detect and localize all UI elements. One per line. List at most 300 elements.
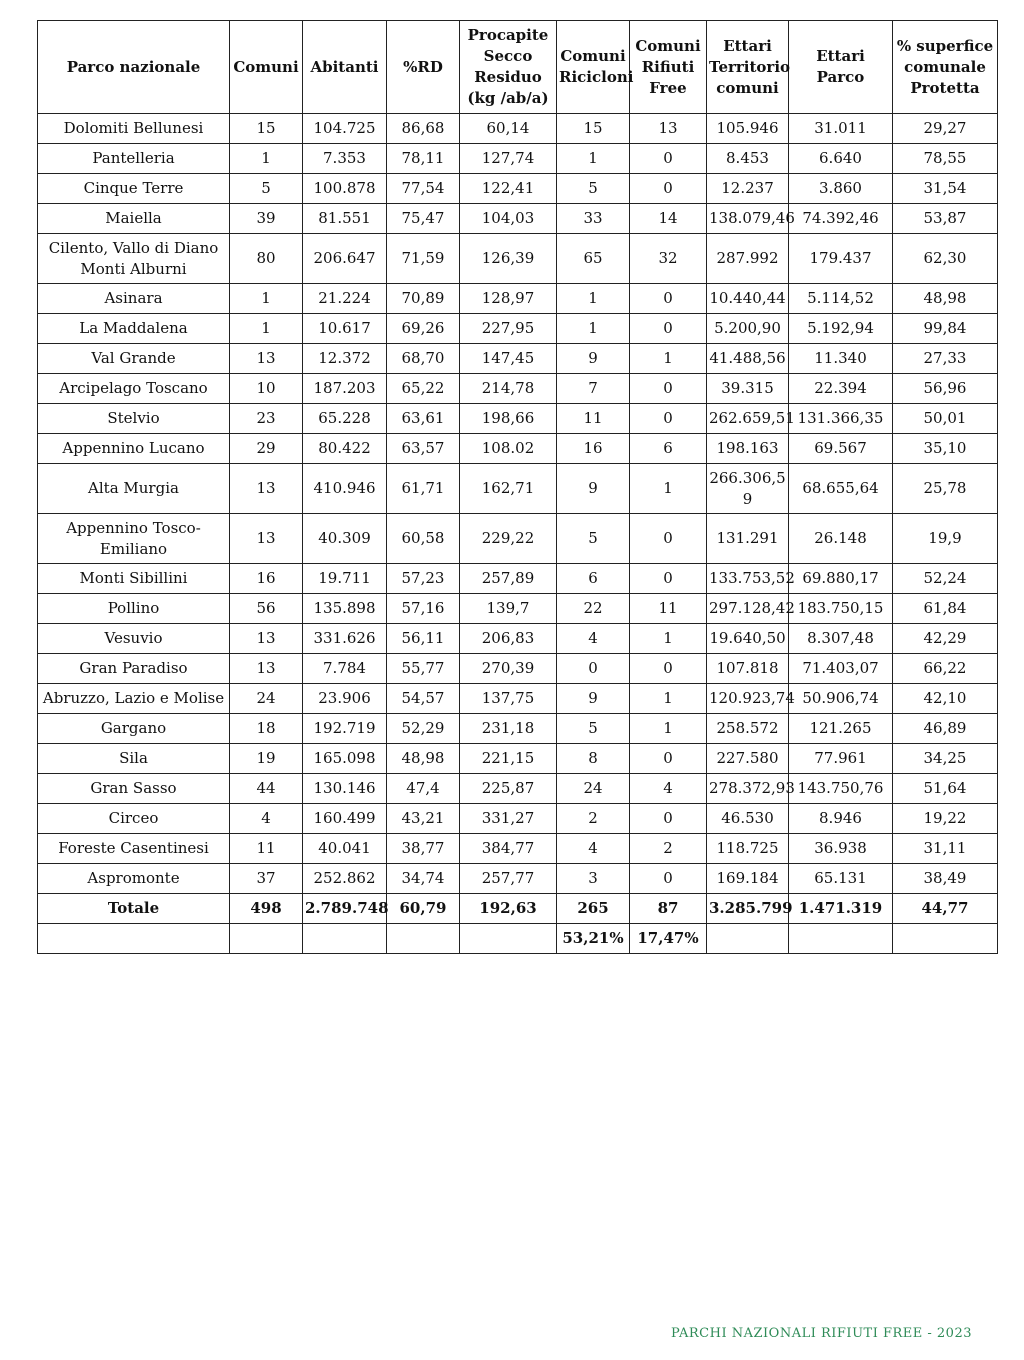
table-cell: 39 — [230, 204, 303, 234]
table-cell: 70,89 — [387, 284, 460, 314]
percentage-cell: 53,21% — [557, 924, 630, 954]
table-cell: 11 — [630, 594, 707, 624]
table-cell: 19,9 — [893, 514, 998, 564]
table-row — [38, 144, 998, 174]
table-body — [38, 114, 998, 954]
table-cell: 63,61 — [387, 404, 460, 434]
park-name-cell: Monti Sibillini — [38, 564, 230, 594]
table-cell: 78,11 — [387, 144, 460, 174]
table-cell: 143.750,76 — [789, 774, 893, 804]
table-row — [38, 434, 998, 464]
table-cell: 122,41 — [460, 174, 557, 204]
table-cell: 121.265 — [789, 714, 893, 744]
table-cell: 231,18 — [460, 714, 557, 744]
table-row — [38, 714, 998, 744]
column-header: Comuni — [230, 21, 303, 114]
table-cell: 5.192,94 — [789, 314, 893, 344]
table-cell: 62,30 — [893, 234, 998, 284]
table-cell: 24 — [557, 774, 630, 804]
table-cell: 34,25 — [893, 744, 998, 774]
total-cell: 498 — [230, 894, 303, 924]
table-row — [38, 174, 998, 204]
percentage-cell — [230, 924, 303, 954]
table-cell: 9 — [557, 684, 630, 714]
table-header-row — [38, 21, 998, 114]
table-cell: 75,47 — [387, 204, 460, 234]
park-name-cell: Appennino Lucano — [38, 434, 230, 464]
table-cell: 9 — [557, 464, 630, 514]
total-cell: 265 — [557, 894, 630, 924]
table-cell: 270,39 — [460, 654, 557, 684]
table-cell: 16 — [557, 434, 630, 464]
table-row — [38, 804, 998, 834]
percentage-cell: 17,47% — [630, 924, 707, 954]
table-cell: 50.906,74 — [789, 684, 893, 714]
table-cell: 1 — [230, 314, 303, 344]
table-cell: 0 — [630, 144, 707, 174]
total-cell: 192,63 — [460, 894, 557, 924]
table-cell: 19 — [230, 744, 303, 774]
table-cell: 46,89 — [893, 714, 998, 744]
table-cell: 77.961 — [789, 744, 893, 774]
table-cell: 65.131 — [789, 864, 893, 894]
table-cell: 147,45 — [460, 344, 557, 374]
table-cell: 8 — [557, 744, 630, 774]
table-cell: 120.923,74 — [707, 684, 789, 714]
table-cell: 53,87 — [893, 204, 998, 234]
table-cell: 198.163 — [707, 434, 789, 464]
table-cell: 74.392,46 — [789, 204, 893, 234]
table-cell: 4 — [557, 624, 630, 654]
column-header: Procapite Secco Residuo (kg /ab/a) — [460, 21, 557, 114]
percentage-row — [38, 924, 998, 954]
table-cell: 38,49 — [893, 864, 998, 894]
table-cell: 43,21 — [387, 804, 460, 834]
table-cell: 135.898 — [303, 594, 387, 624]
table-cell: 1 — [557, 284, 630, 314]
column-header: Comuni Rifiuti Free — [630, 21, 707, 114]
table-cell: 56 — [230, 594, 303, 624]
table-cell: 1 — [230, 144, 303, 174]
table-cell: 331.626 — [303, 624, 387, 654]
table-cell: 69,26 — [387, 314, 460, 344]
table-row — [38, 344, 998, 374]
table-cell: 22 — [557, 594, 630, 624]
table-cell: 1 — [630, 344, 707, 374]
table-cell: 6 — [557, 564, 630, 594]
table-cell: 40.309 — [303, 514, 387, 564]
table-cell: 24 — [230, 684, 303, 714]
park-name-cell: Gran Sasso — [38, 774, 230, 804]
table-cell: 8.946 — [789, 804, 893, 834]
table-cell: 227,95 — [460, 314, 557, 344]
table-cell: 192.719 — [303, 714, 387, 744]
column-header: Ettari Territorio comuni — [707, 21, 789, 114]
table-row — [38, 654, 998, 684]
table-cell: 107.818 — [707, 654, 789, 684]
table-cell: 11 — [557, 404, 630, 434]
table-cell: 69.880,17 — [789, 564, 893, 594]
table-cell: 0 — [630, 654, 707, 684]
table-cell: 11 — [230, 834, 303, 864]
table-cell: 69.567 — [789, 434, 893, 464]
page-footer: PARCHI NAZIONALI RIFIUTI FREE - 2023 — [670, 1326, 972, 1341]
table-row — [38, 234, 998, 284]
table-cell: 287.992 — [707, 234, 789, 284]
table-cell: 10.617 — [303, 314, 387, 344]
table-cell: 51,64 — [893, 774, 998, 804]
table-cell: 214,78 — [460, 374, 557, 404]
table-cell: 128,97 — [460, 284, 557, 314]
column-header: %RD — [387, 21, 460, 114]
table-cell: 29 — [230, 434, 303, 464]
table-cell: 266.306,5 9 — [707, 464, 789, 514]
column-header: Parco nazionale — [38, 21, 230, 114]
table-cell: 19.640,50 — [707, 624, 789, 654]
table-cell: 12.237 — [707, 174, 789, 204]
table-cell: 100.878 — [303, 174, 387, 204]
table-cell: 10 — [230, 374, 303, 404]
table-cell: 0 — [630, 174, 707, 204]
table-cell: 6.640 — [789, 144, 893, 174]
table-cell: 16 — [230, 564, 303, 594]
table-cell: 47,4 — [387, 774, 460, 804]
table-cell: 14 — [630, 204, 707, 234]
table-cell: 13 — [230, 514, 303, 564]
parks-table — [37, 20, 998, 954]
table-cell: 118.725 — [707, 834, 789, 864]
percentage-cell — [38, 924, 230, 954]
table-cell: 7.353 — [303, 144, 387, 174]
park-name-cell: Maiella — [38, 204, 230, 234]
table-cell: 126,39 — [460, 234, 557, 284]
table-cell: 0 — [630, 374, 707, 404]
table-cell: 127,74 — [460, 144, 557, 174]
table-row — [38, 404, 998, 434]
park-name-cell: Alta Murgia — [38, 464, 230, 514]
table-cell: 48,98 — [893, 284, 998, 314]
table-cell: 60,14 — [460, 114, 557, 144]
park-name-cell: Asinara — [38, 284, 230, 314]
table-cell: 7 — [557, 374, 630, 404]
table-cell: 56,96 — [893, 374, 998, 404]
table-cell: 65.228 — [303, 404, 387, 434]
table-cell: 68.655,64 — [789, 464, 893, 514]
table-cell: 71.403,07 — [789, 654, 893, 684]
table-cell: 410.946 — [303, 464, 387, 514]
table-cell: 13 — [230, 654, 303, 684]
table-row — [38, 774, 998, 804]
table-cell: 37 — [230, 864, 303, 894]
table-cell: 31,54 — [893, 174, 998, 204]
table-cell: 5 — [557, 174, 630, 204]
table-row — [38, 114, 998, 144]
table-row — [38, 564, 998, 594]
table-cell: 40.041 — [303, 834, 387, 864]
table-cell: 1 — [557, 144, 630, 174]
percentage-cell — [303, 924, 387, 954]
total-cell: Totale — [38, 894, 230, 924]
table-cell: 13 — [230, 344, 303, 374]
table-cell: 227.580 — [707, 744, 789, 774]
park-name-cell: Pollino — [38, 594, 230, 624]
table-cell: 8.453 — [707, 144, 789, 174]
table-cell: 0 — [630, 284, 707, 314]
park-name-cell: Gargano — [38, 714, 230, 744]
total-cell: 2.789.748 — [303, 894, 387, 924]
table-cell: 8.307,48 — [789, 624, 893, 654]
table-cell: 33 — [557, 204, 630, 234]
table-cell: 1 — [630, 464, 707, 514]
table-cell: 5 — [557, 514, 630, 564]
table-cell: 56,11 — [387, 624, 460, 654]
table-cell: 0 — [557, 654, 630, 684]
table-cell: 206,83 — [460, 624, 557, 654]
table-cell: 9 — [557, 344, 630, 374]
table-cell: 105.946 — [707, 114, 789, 144]
park-name-cell: La Maddalena — [38, 314, 230, 344]
table-cell: 71,59 — [387, 234, 460, 284]
table-cell: 225,87 — [460, 774, 557, 804]
park-name-cell: Cilento, Vallo di Diano Monti Alburni — [38, 234, 230, 284]
table-cell: 198,66 — [460, 404, 557, 434]
park-name-cell: Aspromonte — [38, 864, 230, 894]
table-cell: 38,77 — [387, 834, 460, 864]
table-cell: 278.372,93 — [707, 774, 789, 804]
table-cell: 0 — [630, 404, 707, 434]
table-cell: 86,68 — [387, 114, 460, 144]
table-cell: 46.530 — [707, 804, 789, 834]
park-name-cell: Stelvio — [38, 404, 230, 434]
table-cell: 258.572 — [707, 714, 789, 744]
table-cell: 77,54 — [387, 174, 460, 204]
park-name-cell: Val Grande — [38, 344, 230, 374]
table-cell: 257,77 — [460, 864, 557, 894]
table-cell: 2 — [630, 834, 707, 864]
table-cell: 4 — [557, 834, 630, 864]
table-cell: 0 — [630, 514, 707, 564]
table-cell: 32 — [630, 234, 707, 284]
table-cell: 60,58 — [387, 514, 460, 564]
table-cell: 131.366,35 — [789, 404, 893, 434]
park-name-cell: Foreste Casentinesi — [38, 834, 230, 864]
table-cell: 0 — [630, 864, 707, 894]
table-cell: 104.725 — [303, 114, 387, 144]
park-name-cell: Dolomiti Bellunesi — [38, 114, 230, 144]
table-cell: 221,15 — [460, 744, 557, 774]
total-cell: 1.471.319 — [789, 894, 893, 924]
table-row — [38, 464, 998, 514]
table-row — [38, 864, 998, 894]
table-cell: 137,75 — [460, 684, 557, 714]
table-cell: 10.440,44 — [707, 284, 789, 314]
table-row — [38, 374, 998, 404]
park-name-cell: Circeo — [38, 804, 230, 834]
total-cell: 44,77 — [893, 894, 998, 924]
park-name-cell: Pantelleria — [38, 144, 230, 174]
table-row — [38, 514, 998, 564]
table-cell: 257,89 — [460, 564, 557, 594]
table-cell: 165.098 — [303, 744, 387, 774]
percentage-cell — [893, 924, 998, 954]
percentage-cell — [789, 924, 893, 954]
table-cell: 179.437 — [789, 234, 893, 284]
park-name-cell: Arcipelago Toscano — [38, 374, 230, 404]
park-name-cell: Vesuvio — [38, 624, 230, 654]
table-row — [38, 744, 998, 774]
table-cell: 13 — [230, 624, 303, 654]
table-cell: 22.394 — [789, 374, 893, 404]
percentage-cell — [387, 924, 460, 954]
table-cell: 1 — [630, 684, 707, 714]
table-cell: 11.340 — [789, 344, 893, 374]
table-cell: 160.499 — [303, 804, 387, 834]
table-cell: 130.146 — [303, 774, 387, 804]
table-cell: 139,7 — [460, 594, 557, 624]
table-cell: 262.659,51 — [707, 404, 789, 434]
table-cell: 35,10 — [893, 434, 998, 464]
table-cell: 65,22 — [387, 374, 460, 404]
table-cell: 80.422 — [303, 434, 387, 464]
table-cell: 0 — [630, 564, 707, 594]
table-cell: 42,10 — [893, 684, 998, 714]
table-cell: 48,98 — [387, 744, 460, 774]
column-header: Abitanti — [303, 21, 387, 114]
table-cell: 50,01 — [893, 404, 998, 434]
table-cell: 13 — [230, 464, 303, 514]
table-row — [38, 834, 998, 864]
table-cell: 206.647 — [303, 234, 387, 284]
table-cell: 52,24 — [893, 564, 998, 594]
table-cell: 7.784 — [303, 654, 387, 684]
column-header: Comuni Ricicloni — [557, 21, 630, 114]
table-cell: 29,27 — [893, 114, 998, 144]
park-name-cell: Cinque Terre — [38, 174, 230, 204]
total-cell: 87 — [630, 894, 707, 924]
park-name-cell: Abruzzo, Lazio e Molise — [38, 684, 230, 714]
table-cell: 19,22 — [893, 804, 998, 834]
table-cell: 61,84 — [893, 594, 998, 624]
table-cell: 187.203 — [303, 374, 387, 404]
table-cell: 23.906 — [303, 684, 387, 714]
park-name-cell: Appennino Tosco-Emiliano — [38, 514, 230, 564]
table-cell: 31,11 — [893, 834, 998, 864]
table-cell: 3 — [557, 864, 630, 894]
table-cell: 5 — [557, 714, 630, 744]
table-cell: 162,71 — [460, 464, 557, 514]
table-cell: 2 — [557, 804, 630, 834]
column-header: Ettari Parco — [789, 21, 893, 114]
table-cell: 15 — [230, 114, 303, 144]
table-cell: 42,29 — [893, 624, 998, 654]
table-cell: 12.372 — [303, 344, 387, 374]
table-cell: 229,22 — [460, 514, 557, 564]
percentage-cell — [460, 924, 557, 954]
table-cell: 0 — [630, 314, 707, 344]
table-cell: 65 — [557, 234, 630, 284]
table-cell: 1 — [230, 284, 303, 314]
table-cell: 169.184 — [707, 864, 789, 894]
table-cell: 183.750,15 — [789, 594, 893, 624]
total-row — [38, 894, 998, 924]
table-cell: 3.860 — [789, 174, 893, 204]
park-name-cell: Sila — [38, 744, 230, 774]
table-cell: 31.011 — [789, 114, 893, 144]
table-cell: 5.114,52 — [789, 284, 893, 314]
table-row — [38, 284, 998, 314]
table-row — [38, 624, 998, 654]
table-cell: 57,23 — [387, 564, 460, 594]
table-cell: 44 — [230, 774, 303, 804]
table-cell: 133.753,52 — [707, 564, 789, 594]
table-cell: 36.938 — [789, 834, 893, 864]
table-cell: 4 — [230, 804, 303, 834]
total-cell: 60,79 — [387, 894, 460, 924]
table-cell: 4 — [630, 774, 707, 804]
table-row — [38, 204, 998, 234]
table-cell: 331,27 — [460, 804, 557, 834]
table-cell: 19.711 — [303, 564, 387, 594]
table-row — [38, 684, 998, 714]
total-cell: 3.285.799 — [707, 894, 789, 924]
table-cell: 54,57 — [387, 684, 460, 714]
table-cell: 26.148 — [789, 514, 893, 564]
table-cell: 61,71 — [387, 464, 460, 514]
table-cell: 34,74 — [387, 864, 460, 894]
table-cell: 1 — [630, 624, 707, 654]
table-cell: 252.862 — [303, 864, 387, 894]
table-cell: 6 — [630, 434, 707, 464]
table-cell: 21.224 — [303, 284, 387, 314]
table-cell: 15 — [557, 114, 630, 144]
table-cell: 63,57 — [387, 434, 460, 464]
table-cell: 25,78 — [893, 464, 998, 514]
park-name-cell: Gran Paradiso — [38, 654, 230, 684]
table-cell: 1 — [557, 314, 630, 344]
table-cell: 52,29 — [387, 714, 460, 744]
table-cell: 5 — [230, 174, 303, 204]
table-cell: 138.079,46 — [707, 204, 789, 234]
table-cell: 23 — [230, 404, 303, 434]
table-cell: 27,33 — [893, 344, 998, 374]
table-cell: 384,77 — [460, 834, 557, 864]
table-cell: 80 — [230, 234, 303, 284]
table-cell: 104,03 — [460, 204, 557, 234]
table-cell: 131.291 — [707, 514, 789, 564]
table-row — [38, 314, 998, 344]
table-cell: 57,16 — [387, 594, 460, 624]
table-cell: 41.488,56 — [707, 344, 789, 374]
table-cell: 55,77 — [387, 654, 460, 684]
table-cell: 39.315 — [707, 374, 789, 404]
table-cell: 99,84 — [893, 314, 998, 344]
table-cell: 68,70 — [387, 344, 460, 374]
table-cell: 0 — [630, 804, 707, 834]
percentage-cell — [707, 924, 789, 954]
table-cell: 5.200,90 — [707, 314, 789, 344]
table-cell: 297.128,42 — [707, 594, 789, 624]
table-cell: 0 — [630, 744, 707, 774]
table-cell: 81.551 — [303, 204, 387, 234]
table-cell: 66,22 — [893, 654, 998, 684]
table-cell: 13 — [630, 114, 707, 144]
table-cell: 108.02 — [460, 434, 557, 464]
parks-table-container — [37, 20, 997, 954]
table-row — [38, 594, 998, 624]
column-header: % superfice comunale Protetta — [893, 21, 998, 114]
table-cell: 18 — [230, 714, 303, 744]
table-cell: 78,55 — [893, 144, 998, 174]
